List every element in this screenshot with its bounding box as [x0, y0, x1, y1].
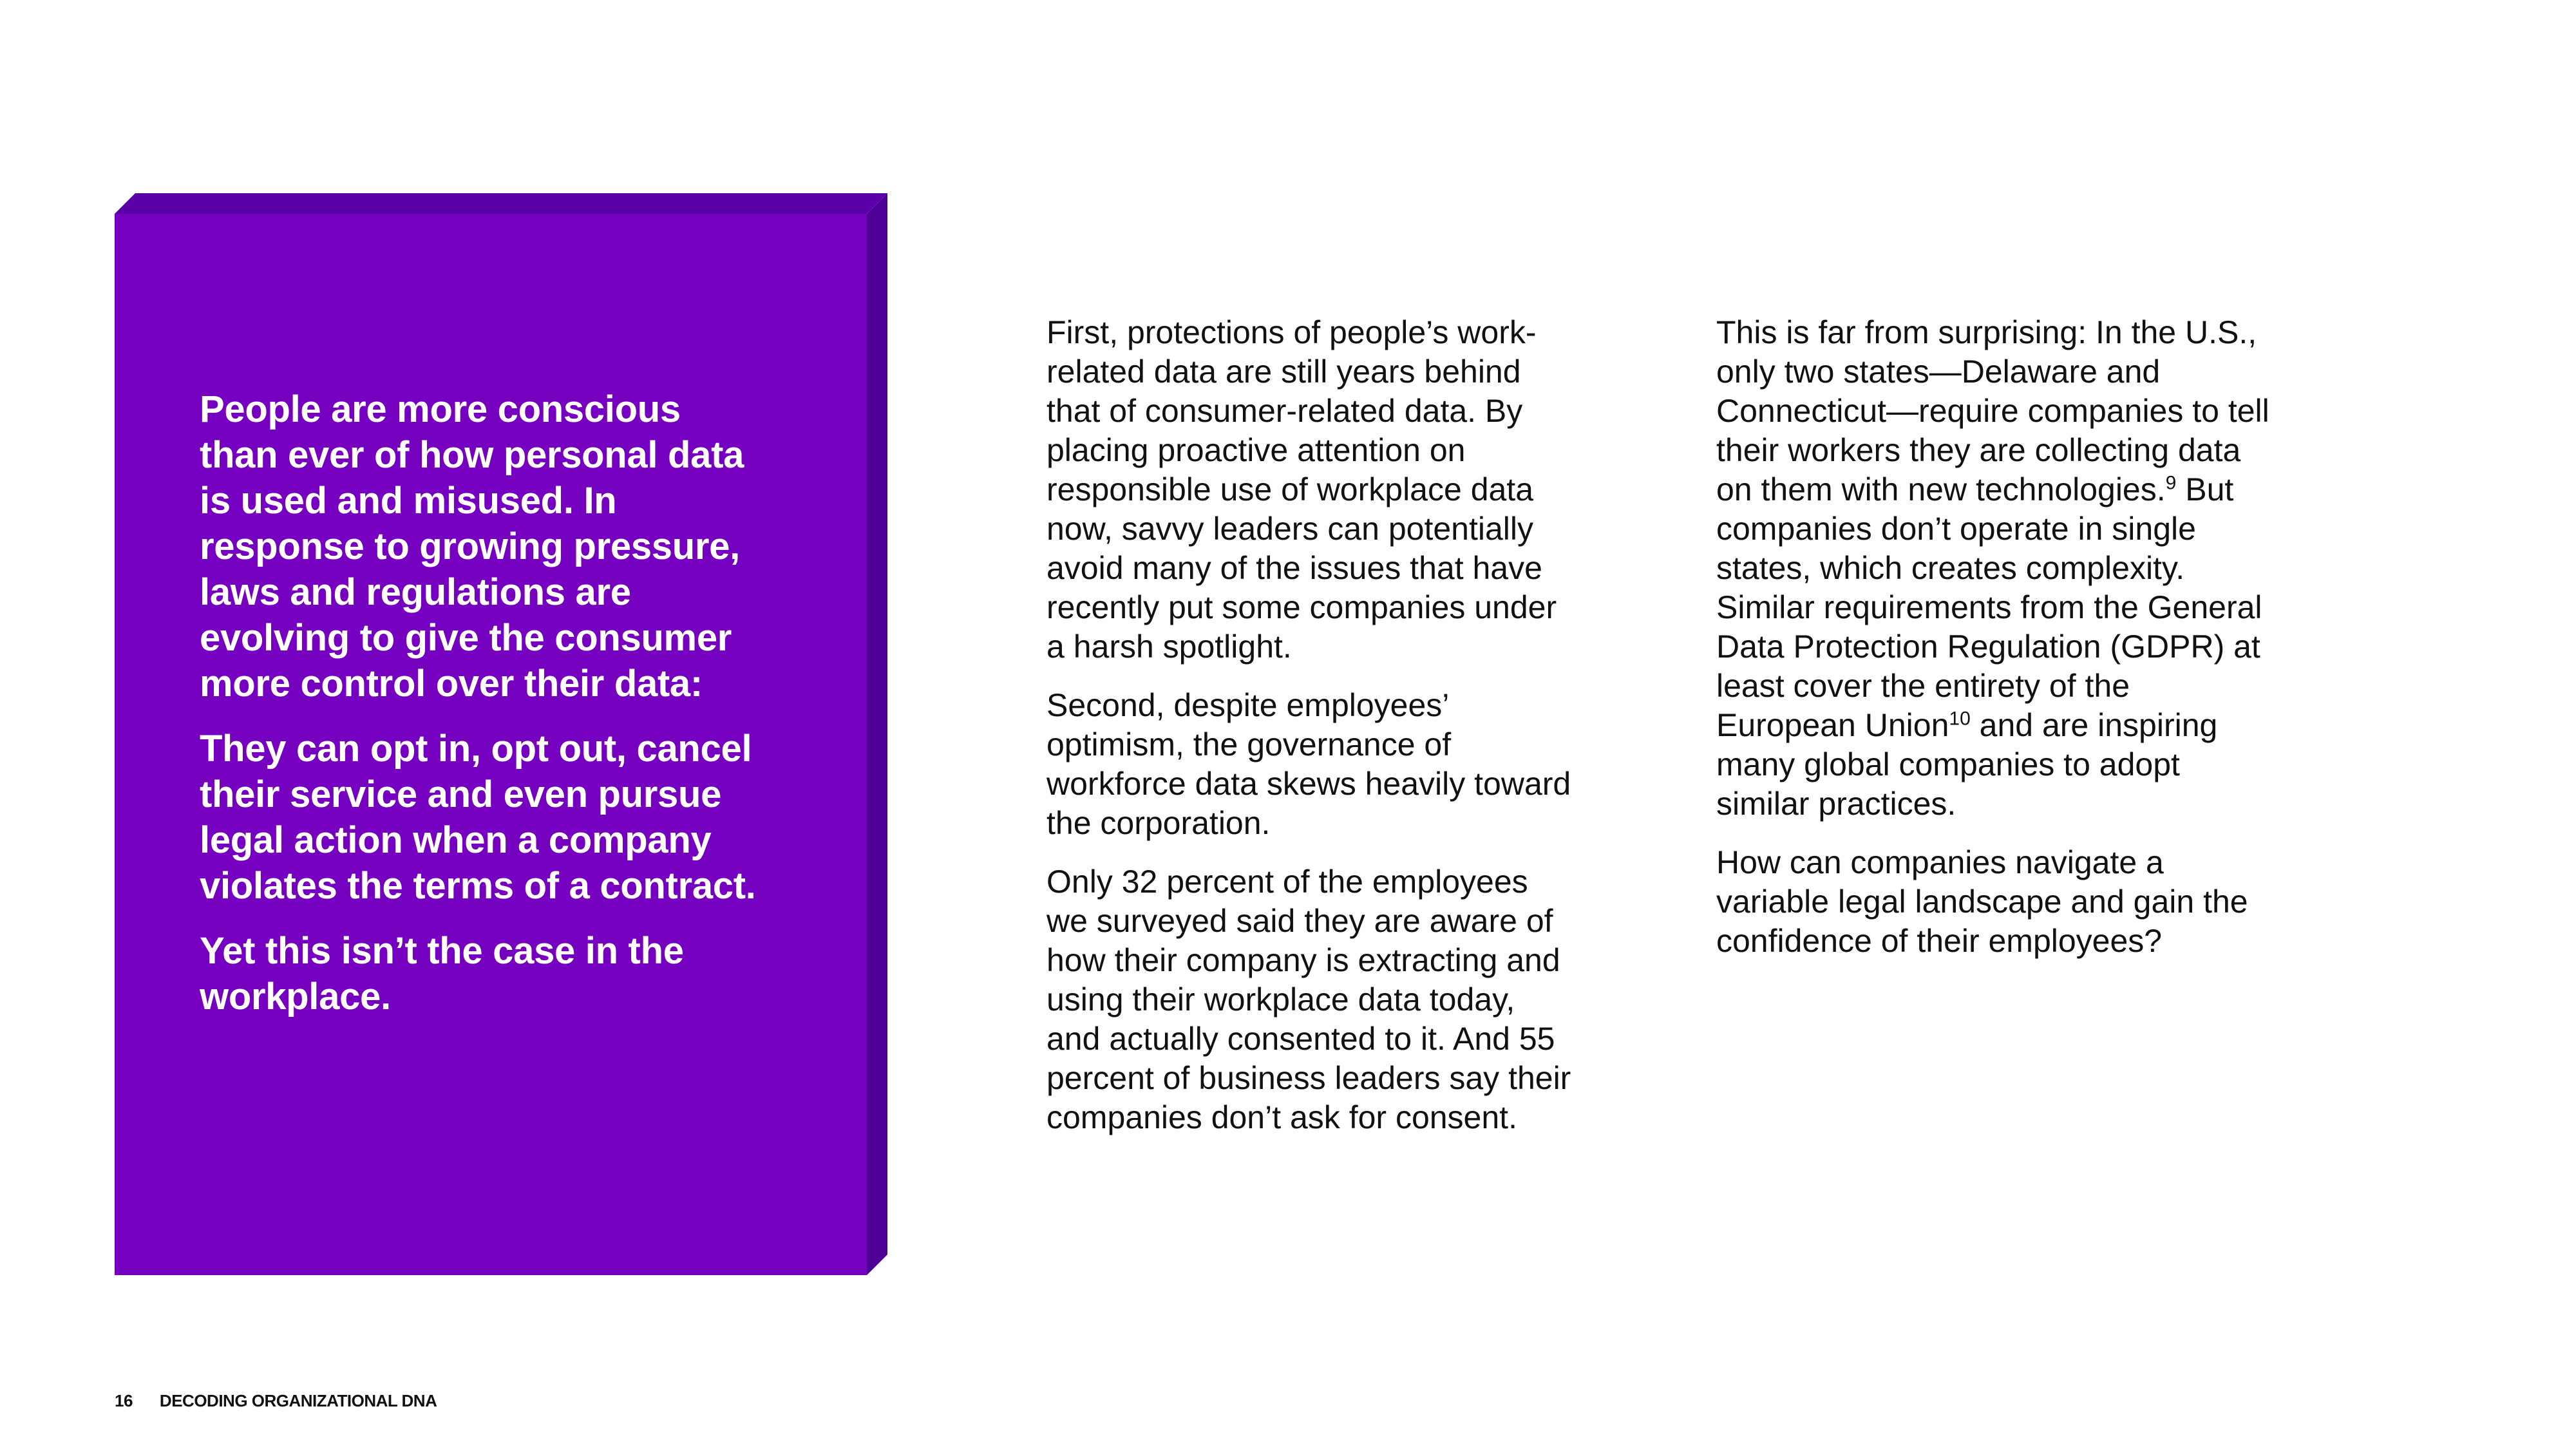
footnote-ref[interactable]: 9: [2165, 472, 2177, 494]
body-paragraph: Only 32 percent of the employees we surveyed said they are aware of how their company is extracting and using their workplace data today, and actually consented to it. And 55 percent of business leaders say their companies don’t ask for consent.: [1046, 864, 1571, 1135]
body-text: and are inspiring many global companies to adopt similar practices.: [1716, 707, 2218, 822]
body-paragraph: [1716, 313, 2270, 824]
callout-text: [200, 386, 766, 1039]
footer-title: DECODING ORGANIZATIONAL DNA: [159, 1391, 437, 1410]
callout-paragraph: They can opt in, opt out, cancel their service and even pursue legal action when a company violates the terms of a contract.: [200, 728, 756, 907]
footnote-ref[interactable]: 10: [1949, 708, 1971, 730]
callout-paragraph: People are more conscious than ever of how personal data is used and misused. In response to growing pressure, laws and regulations are evolving to give the consumer more control over their data:: [200, 388, 744, 705]
page-number: 16: [115, 1391, 133, 1410]
body-paragraph: How can companies navigate a variable legal landscape and gain the confidence of their employees?: [1716, 844, 2248, 959]
callout-box-top-face: [115, 193, 887, 214]
body-column-1: [1046, 313, 1575, 1157]
body-paragraph: Second, despite employees’ optimism, the governance of workforce data skews heavily toward the corporation.: [1046, 687, 1571, 841]
callout-box-side-face: [867, 193, 887, 1275]
body-text: This is far from surprising: In the U.S., only two states—Delaware and Connecticut—require companies to tell their workers they are collecting data on them with new technologies.: [1716, 314, 2269, 507]
body-column-2: [1716, 313, 2270, 980]
callout-box: [115, 193, 887, 1275]
body-text: But companies don’t operate in single states, which creates complexity. Similar requirements from the General Data Protection Regulation (GDPR) at least cover the entirety of the European Union: [1716, 471, 2262, 743]
callout-paragraph: Yet this isn’t the case in the workplace.: [200, 930, 684, 1018]
page-footer: [115, 1391, 437, 1411]
body-paragraph: First, protections of people’s work-related data are still years behind that of consumer-related data. By placing proactive attention on responsible use of workplace data now, savvy leaders can potentially avoid many of the issues that have recently put some companies under a harsh spotlight.: [1046, 314, 1557, 665]
